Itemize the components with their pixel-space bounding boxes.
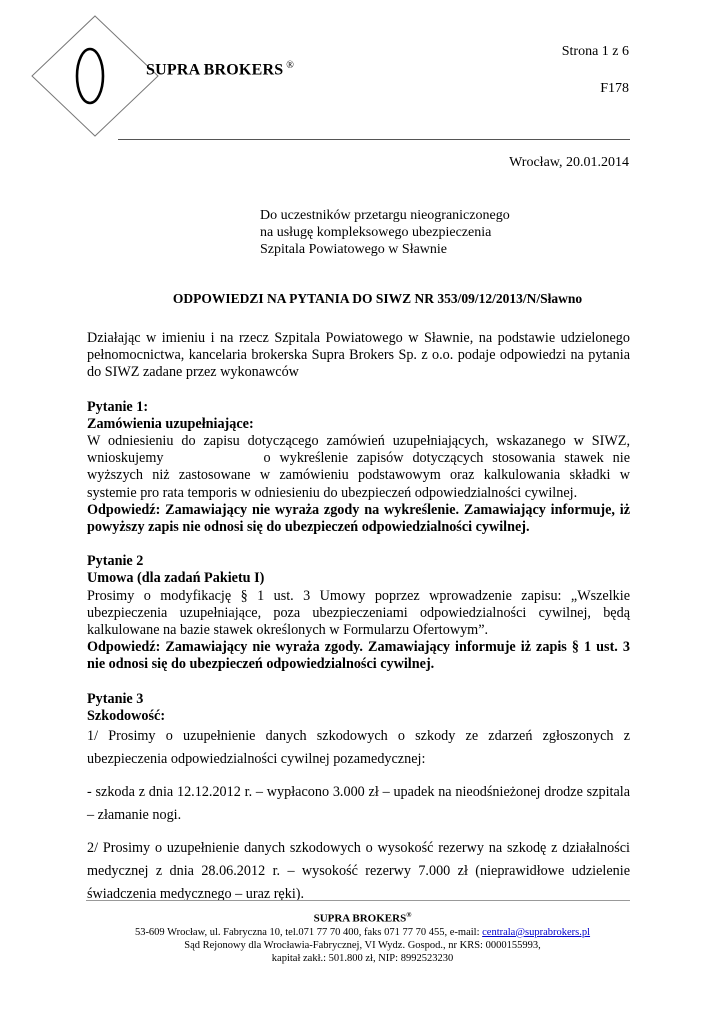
header-divider (118, 139, 630, 140)
footer-email-link[interactable]: centrala@suprabrokers.pl (482, 926, 591, 938)
question-1-topic: Zamówienia uzupełniające: (87, 415, 254, 432)
question-3-label: Pytanie 3 (87, 690, 144, 707)
question-3-paragraph: - szkoda z dnia 12.12.2012 r. – wypłacono 3.000 zł – upadek na nieodśnieżonej drodze szpitala – złamanie nogi. (87, 784, 630, 824)
footer-court: Sąd Rejonowy dla Wrocławia-Fabrycznej, VI Wydz. Gospod., nr KRS: 0000155993, (184, 939, 541, 951)
footer-capital: kapitał zakł.: 501.800 zł, NIP: 8992523230 (271, 952, 454, 964)
document-title: ODPOWIEDZI NA PYTANIA DO SIWZ NR 353/09/12/2013/N/Sławno (172, 291, 583, 306)
question-2-text: Prosimy o modyfikację § 1 ust. 3 Umowy poprzez wprowadzenie zapisu: „Wszelkie ubezpieczenia uzupełniające, poza ubezpieczeniami odpowiedzialności cywilnej, będą kalkulowane na bazie stawek określonych w Formularzu Ofertowym”. (87, 587, 630, 639)
question-3-paragraph: 2/ Prosimy o uzupełnienie danych szkodowych o wysokość rezerwy na szkodę z działalności medycznej z dnia 28.06.2012 r. – wysokość rezerwy 7.000 zł (nieprawidłowe udzielenie świadczenia medycznego – uraz ręki). (87, 840, 630, 903)
intro-paragraph: Działając w imieniu i na rzecz Szpitala Powiatowego w Sławnie, na podstawie udzielonego pełnomocnictwa, kancelaria brokerska Supra Brokers Sp. z o.o. podaje odpowiedzi na pytania do SIWZ zadane przez wykonawców (87, 330, 630, 381)
question-2-label: Pytanie 2 (87, 553, 144, 570)
footer-divider (86, 900, 630, 901)
addressee-line: na usługę kompleksowego ubezpieczenia (260, 225, 492, 240)
footer-company: SUPRA BROKERS® (313, 911, 412, 925)
question-1-label: Pytanie 1: (87, 398, 149, 415)
form-code: F178 (600, 81, 629, 96)
date-line: Wrocław, 20.01.2014 (509, 155, 629, 170)
document-body (87, 330, 630, 906)
question-1-answer: Odpowiedź: Zamawiający nie wyraża zgody na wykreślenie. Zamawiający informuje, iż powyższy zapis nie odnosi się do ubezpieczeń odpowiedzialności cywilnej. (87, 501, 630, 536)
question-1-text: W odniesieniu do zapisu dotyczącego zamówień uzupełniających, wskazanego w SIWZ, wnioskujemy o wykreślenie zapisów dotyczących stosowania stawek nie wyższych niż zastosowane w zamówieniu podstawowym oraz kalkulowania składki w systemie pro rata temporis w odniesieniu do ubezpieczeń odpowiedzialności cywilnej. (87, 433, 630, 501)
page-footer (0, 909, 725, 965)
question-3-topic: Szkodowość: (87, 707, 166, 724)
question-2-topic: Umowa (dla zadań Pakietu I) (87, 570, 265, 587)
question-3-paragraph: 1/ Prosimy o uzupełnienie danych szkodowych o szkody ze zdarzeń zgłoszonych z ubezpieczenia odpowiedzialności cywilnej pozamedycznej: (87, 728, 630, 768)
question-2-answer: Odpowiedź: Zamawiający nie wyraża zgody. Zamawiający informuje iż zapis § 1 ust. 3 nie odnosi się do ubezpieczeń odpowiedzialności cywilnej. (87, 639, 630, 673)
company-name: SUPRA BROKERS ® (146, 60, 295, 79)
addressee-line: Do uczestników przetargu nieograniczonego (260, 208, 510, 223)
page-number: Strona 1 z 6 (561, 44, 629, 59)
footer-address: 53-609 Wrocław, ul. Fabryczna 10, tel.071 77 70 400, faks 071 77 70 455, e-mail: centrala@suprabrokers.pl (134, 926, 591, 938)
addressee-line: Szpitala Powiatowego w Sławnie (260, 242, 448, 257)
addressee-block (260, 207, 510, 258)
company-logo-icon (30, 14, 160, 138)
